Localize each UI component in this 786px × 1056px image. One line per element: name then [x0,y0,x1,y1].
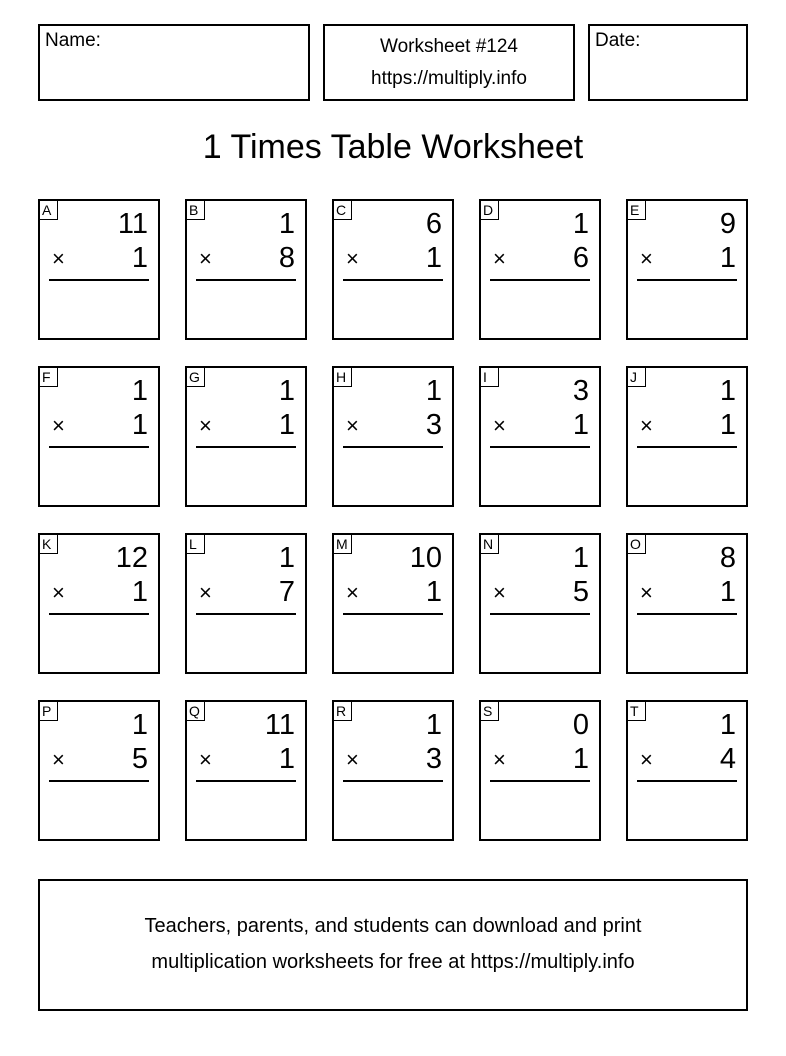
multiplicand: 12 [115,542,148,574]
multiplier: 3 [425,743,442,775]
times-sign: × [640,747,653,772]
answer-line [49,780,149,782]
times-sign: × [199,246,212,271]
times-sign: × [640,246,653,271]
problem-letter: T [627,701,646,721]
answer-line [637,446,737,448]
multiplicand: 8 [719,542,736,574]
footer-line-2: multiplication worksheets for free at https://multiply.info [151,951,635,973]
problem-card[interactable] [626,366,748,507]
answer-line [490,780,590,782]
multiplier: 5 [572,576,589,608]
multiplicand: 9 [719,208,736,240]
page-title: 1 Times Table Worksheet [202,128,584,166]
times-sign: × [346,580,359,605]
multiplicand: 1 [719,709,736,741]
worksheet-number: Worksheet #124 [379,36,518,57]
answer-line [343,279,443,281]
times-sign: × [493,413,506,438]
multiplier: 1 [425,576,442,608]
problem-card[interactable] [38,700,160,841]
times-sign: × [493,747,506,772]
multiplier: 1 [278,409,295,441]
problem-letter: K [39,534,58,554]
multiplicand: 1 [278,542,295,574]
answer-line [490,279,590,281]
times-sign: × [199,413,212,438]
times-sign: × [52,246,65,271]
multiplier: 8 [278,242,295,274]
answer-line [49,613,149,615]
times-sign: × [493,580,506,605]
answer-line [343,780,443,782]
answer-line [637,613,737,615]
problem-card[interactable] [185,366,307,507]
problem-letter: O [627,534,646,554]
site-url: https://multiply.info [371,68,527,89]
multiplicand: 6 [425,208,442,240]
answer-line [637,780,737,782]
problem-letter: F [39,367,58,387]
answer-line [637,279,737,281]
date-field-box[interactable] [588,24,748,101]
times-sign: × [640,413,653,438]
problem-card[interactable] [332,700,454,841]
multiplicand: 1 [425,375,442,407]
times-sign: × [52,580,65,605]
problem-card[interactable] [479,199,601,340]
answer-line [196,446,296,448]
multiplier: 1 [131,409,148,441]
multiplier: 1 [131,242,148,274]
problem-letter: G [186,367,205,387]
multiplicand: 1 [719,375,736,407]
problem-card[interactable] [332,366,454,507]
problem-card[interactable] [479,533,601,674]
times-sign: × [346,747,359,772]
times-sign: × [199,580,212,605]
multiplicand: 1 [278,208,295,240]
problem-card[interactable] [38,533,160,674]
times-sign: × [199,747,212,772]
multiplicand: 1 [131,375,148,407]
answer-line [490,446,590,448]
multiplier: 1 [131,576,148,608]
problem-card[interactable] [479,366,601,507]
problem-letter: C [333,200,352,220]
multiplier: 1 [719,409,736,441]
name-label: Name: [45,30,101,51]
multiplicand: 11 [117,208,148,240]
problem-letter: B [186,200,205,220]
problem-card[interactable] [479,700,601,841]
answer-line [49,446,149,448]
problem-letter: R [333,701,352,721]
multiplicand: 0 [572,709,589,741]
multiplicand: 10 [409,542,442,574]
problem-card[interactable] [332,199,454,340]
times-sign: × [346,246,359,271]
problem-letter: D [480,200,499,220]
multiplier: 1 [278,743,295,775]
answer-line [343,613,443,615]
problem-letter: S [480,701,499,721]
problem-letter: P [39,701,58,721]
multiplier: 4 [719,743,736,775]
problem-card[interactable] [38,366,160,507]
answer-line [196,613,296,615]
problem-card[interactable] [185,700,307,841]
answer-line [196,279,296,281]
problem-letter: N [480,534,499,554]
problem-letter: H [333,367,352,387]
times-sign: × [52,747,65,772]
multiplier: 1 [719,242,736,274]
worksheet-info-box [323,24,575,101]
multiplicand: 3 [572,375,589,407]
problem-letter: E [627,200,646,220]
problem-letter: J [627,367,646,387]
footer-line-1: Teachers, parents, and students can download and print [144,915,642,937]
multiplier: 5 [131,743,148,775]
answer-line [343,446,443,448]
times-sign: × [52,413,65,438]
problem-letter: A [39,200,58,220]
multiplicand: 1 [572,208,589,240]
times-sign: × [346,413,359,438]
date-label: Date: [595,30,641,51]
multiplier: 6 [572,242,589,274]
problem-card[interactable] [626,199,748,340]
multiplier: 7 [278,576,295,608]
multiplicand: 1 [425,709,442,741]
problem-card[interactable] [332,533,454,674]
answer-line [490,613,590,615]
answer-line [196,780,296,782]
problem-letter: L [186,534,205,554]
multiplicand: 1 [131,709,148,741]
problem-letter: I [480,367,499,387]
multiplicand: 1 [278,375,295,407]
problem-card[interactable] [185,199,307,340]
name-field-box[interactable] [38,24,310,101]
times-sign: × [493,246,506,271]
multiplier: 3 [425,409,442,441]
problem-letter: Q [186,701,205,721]
times-sign: × [640,580,653,605]
problem-card[interactable] [38,199,160,340]
problem-card[interactable] [626,533,748,674]
multiplicand: 1 [572,542,589,574]
problem-card[interactable] [626,700,748,841]
footer-box [38,879,748,1011]
problem-card[interactable] [185,533,307,674]
multiplier: 1 [572,409,589,441]
problem-letter: M [333,534,352,554]
multiplier: 1 [425,242,442,274]
multiplier: 1 [719,576,736,608]
answer-line [49,279,149,281]
multiplicand: 11 [264,709,295,741]
multiplier: 1 [572,743,589,775]
